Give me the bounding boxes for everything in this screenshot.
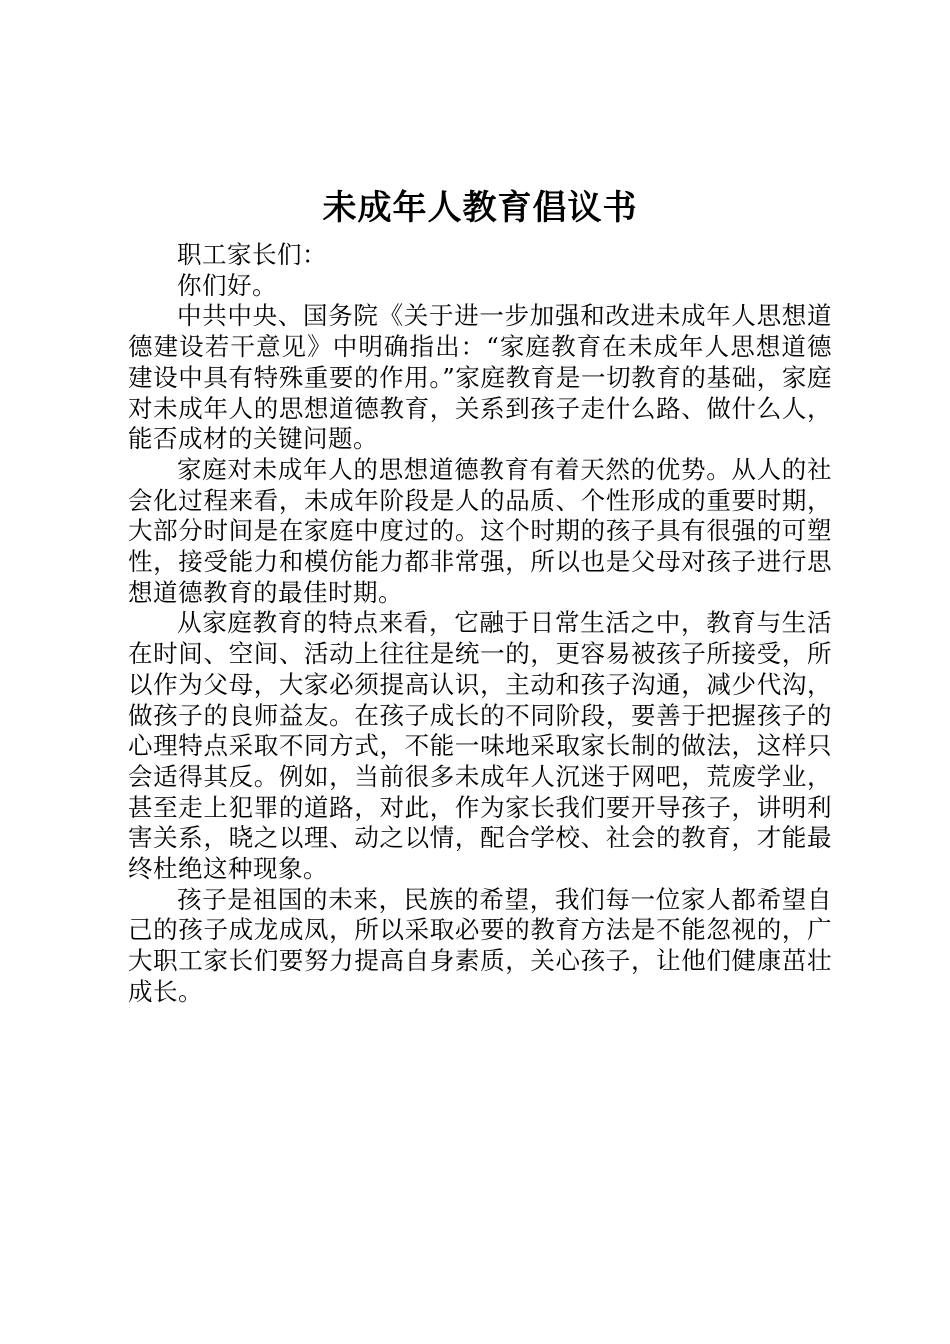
body-paragraph-2: 家庭对未成年人的思想道德教育有着天然的优势。从人的社会化过程来看，未成年阶段是人的品质、个性形成的重要时期，大部分时间是在家庭中度过的。这个时期的孩子具有很强的可塑性，接受能力和模仿能力都非常强，所以也是父母对孩子进行思想道德教育的最佳时期。 <box>128 454 832 607</box>
greeting: 你们好。 <box>177 270 277 300</box>
document-title: 未成年人教育倡议书 <box>322 188 638 228</box>
body-paragraph-4: 孩子是祖国的未来，民族的希望，我们每一位家人都希望自己的孩子成龙成凤，所以采取必要的教育方法是不能忽视的，广大职工家长们要努力提高自身素质，关心孩子，让他们健康茁壮成长。 <box>128 884 832 1006</box>
document-page <box>128 178 832 1008</box>
body-paragraph-3: 从家庭教育的特点来看，它融于日常生活之中，教育与生活在时间、空间、活动上往往是统一的，更容易被孩子所接受，所以作为父母，大家必须提高认识，主动和孩子沟通，减少代沟，做孩子的良师益友。在孩子成长的不同阶段，要善于把握孩子的心理特点采取不同方式，不能一味地采取家长制的做法，这样只会适得其反。例如，当前很多未成年人沉迷于网吧，荒废学业，甚至走上犯罪的道路，对此，作为家长我们要开导孩子，讲明利害关系，晓之以理、动之以情，配合学校、社会的教育，才能最终杜绝这种现象。 <box>128 608 832 884</box>
salutation: 职工家长们： <box>177 240 327 269</box>
body-paragraph-1: 中共中央、国务院《关于进一步加强和改进未成年人思想道德建设若干意见》中明确指出：“家庭教育在未成年人思想道德建设中具有特殊重要的作用。”家庭教育是一切教育的基础，家庭对未成年人的思想道德教育，关系到孩子走什么路、做什么人，能否成材的关键问题。 <box>128 301 832 454</box>
